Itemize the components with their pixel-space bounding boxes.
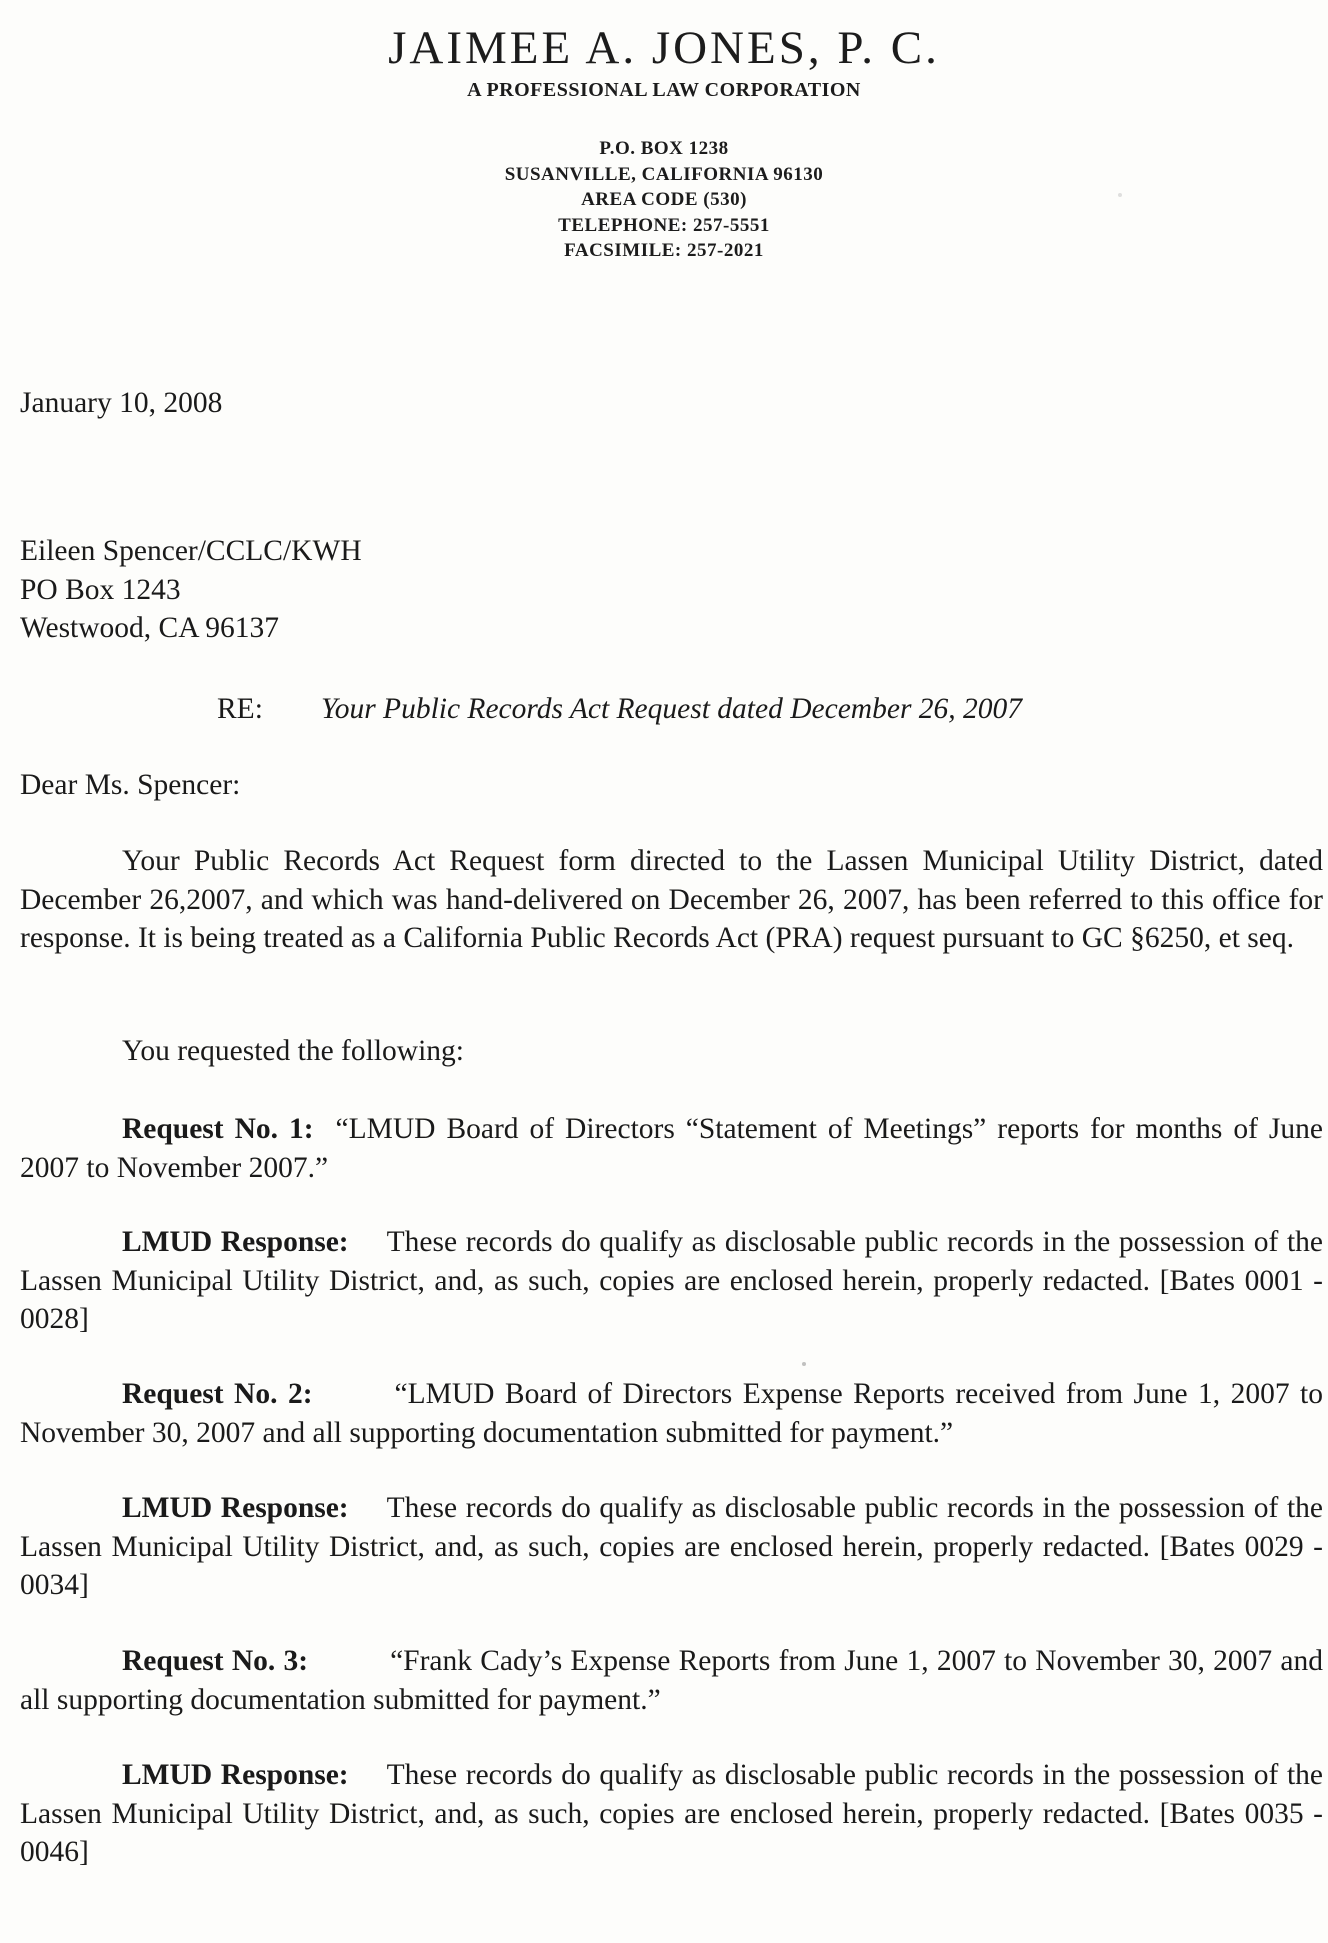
recipient-city: Westwood, CA 96137	[20, 612, 280, 644]
response-1-text: These records do qualify as disclosable public records in the possession of the Lassen Municipal Utility District, and, as such, copies are enclosed herein, properly redacted. [Bates 0001 - 0028]	[20, 1226, 1323, 1335]
contact-city: SUSANVILLE, CALIFORNIA 96130	[504, 163, 824, 185]
response-1-label: LMUD Response:	[122, 1226, 349, 1258]
request-2	[20, 1375, 1323, 1452]
re-line	[217, 690, 1022, 729]
letterhead	[0, 22, 1328, 264]
requested-intro: You requested the following:	[122, 1035, 464, 1067]
response-3	[20, 1756, 1323, 1872]
re-label: RE:	[217, 693, 263, 725]
recipient-po-box: PO Box 1243	[20, 573, 181, 606]
re-subject: Your Public Records Act Request dated December 26, 2007	[321, 693, 1023, 725]
scan-speck	[802, 1362, 806, 1366]
response-3-text: These records do qualify as disclosable public records in the possession of the Lassen Municipal Utility District, and, as such, copies are enclosed herein, properly redacted. [Bates 0035 - 0046]	[20, 1759, 1323, 1868]
recipient-name: Eileen Spencer/CCLC/KWH	[20, 535, 362, 567]
request-3	[20, 1642, 1323, 1719]
response-1	[20, 1223, 1323, 1339]
request-2-text: “LMUD Board of Directors Expense Reports received from June 1, 2007 to November 30, 2007 and all supporting documentation submitted for payment.”	[20, 1378, 1323, 1449]
firm-subtitle: A PROFESSIONAL LAW CORPORATION	[467, 79, 861, 101]
response-3-label: LMUD Response:	[122, 1759, 349, 1791]
recipient-address	[20, 532, 1323, 648]
scan-speck	[1118, 193, 1122, 197]
request-1-text: “LMUD Board of Directors “Statement of Meetings” reports for months of June 2007 to November 2007.”	[20, 1113, 1323, 1184]
request-2-label: Request No. 2:	[122, 1378, 313, 1410]
firm-name: JAIMEE A. JONES, P. C.	[388, 22, 940, 74]
request-1	[20, 1110, 1323, 1187]
response-2-label: LMUD Response:	[122, 1492, 349, 1524]
contact-po-box: P.O. BOX 1238	[599, 138, 729, 159]
response-2	[20, 1489, 1323, 1605]
letter-date: January 10, 2008	[20, 387, 223, 419]
contact-area-code: AREA CODE (530)	[581, 189, 747, 210]
request-3-text: “Frank Cady’s Expense Reports from June 1, 2007 to November 30, 2007 and all supporting documentation submitted for payment.”	[20, 1645, 1323, 1716]
intro-paragraph: Your Public Records Act Request form directed to the Lassen Municipal Utility District, dated December 26,2007, and which was hand-delivered on December 26, 2007, has been referred to this office for response. It is being treated as a California Public Records Act (PRA) request pursuant to GC §6250, et seq.	[20, 845, 1323, 954]
contact-block	[0, 136, 1328, 264]
contact-telephone: TELEPHONE: 257-5551	[558, 214, 770, 236]
contact-facsimile: FACSIMILE: 257-2021	[564, 240, 764, 261]
salutation: Dear Ms. Spencer:	[20, 769, 241, 801]
response-2-text: These records do qualify as disclosable public records in the possession of the Lassen Municipal Utility District, and, as such, copies are enclosed herein, properly redacted. [Bates 0029 - 0034]	[20, 1492, 1323, 1601]
request-3-label: Request No. 3:	[122, 1645, 309, 1677]
request-1-label: Request No. 1:	[122, 1113, 314, 1145]
